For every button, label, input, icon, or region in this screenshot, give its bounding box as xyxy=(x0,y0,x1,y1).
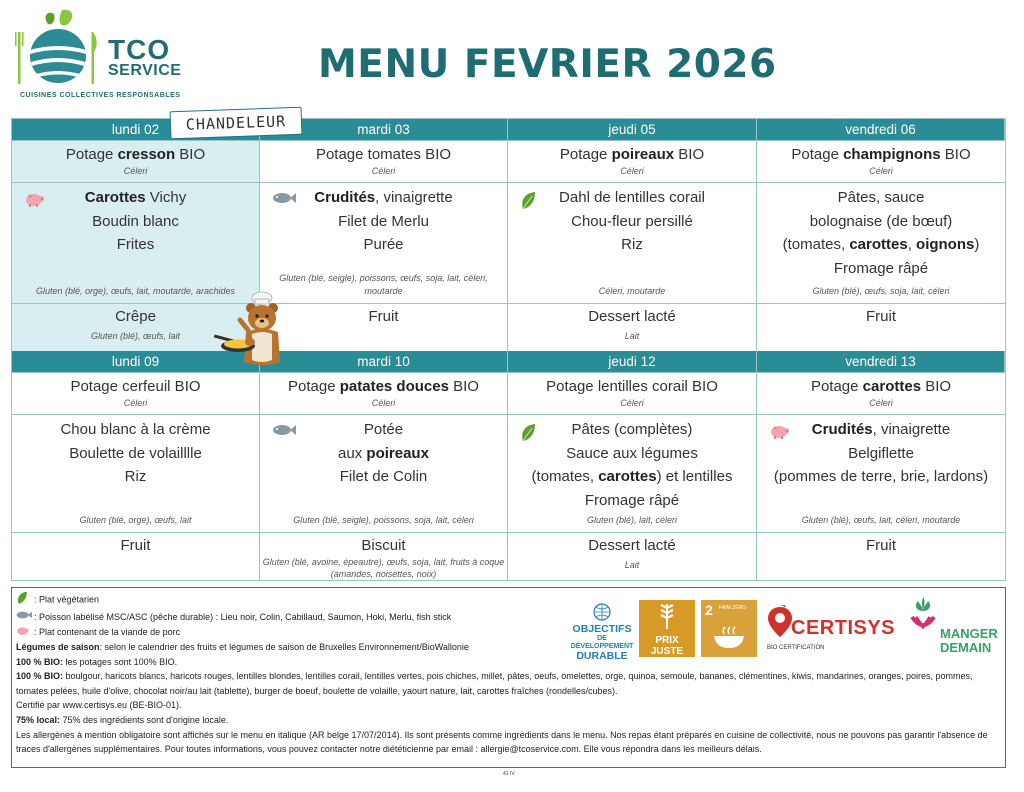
fish-icon xyxy=(272,191,296,205)
bowl-icon xyxy=(712,626,746,650)
soup-cell xyxy=(260,140,508,182)
chandeleur-tag: CHANDELEUR xyxy=(170,107,303,140)
legend-season: Légumes de saison: selon le calendrier des fruits et légumes de saison de Bruxelles Environnement/BioWallonie xyxy=(16,642,469,653)
day-header: jeudi 12 xyxy=(508,351,757,372)
dessert-name: Fruit xyxy=(866,537,896,554)
dessert-name: Dessert lacté xyxy=(588,537,676,554)
dish-cell xyxy=(508,182,757,303)
dessert-cell xyxy=(260,303,508,351)
pig-icon xyxy=(769,423,791,439)
dessert-name: Crêpe xyxy=(115,308,156,325)
dessert-cell xyxy=(12,532,260,580)
allergens: Céleri, moutarde xyxy=(598,286,666,296)
dish-line: Belgiflette xyxy=(848,444,914,462)
dessert-cell xyxy=(508,532,757,580)
dessert-cell xyxy=(757,303,1005,351)
allergens: Gluten (blé, orge), œufs, lait, moutarde, arachides xyxy=(35,286,236,296)
dish-line: Filet de Colin xyxy=(339,468,428,485)
legend-veg: : Plat végétarien xyxy=(16,591,1001,610)
dish-line: Dahl de lentilles corail xyxy=(559,189,705,206)
dish-line: Purée xyxy=(363,236,404,253)
soup-name: Potage lentilles corail BIO xyxy=(546,378,718,395)
sdg2-logo: 2 FAIM ZÉRO xyxy=(701,600,757,657)
soup-cell xyxy=(260,372,508,414)
allergens: Gluten (blé), œufs, lait, céleri, moutarde xyxy=(801,515,961,525)
legend-local: 75% local: 75% des ingrédients sont d'origine locale. xyxy=(16,715,229,726)
soup-name: Potage champignons BIO xyxy=(791,146,971,163)
allergens: Gluten (blé), œufs, soja, lait, céleri xyxy=(812,286,950,296)
dish-line: Riz xyxy=(621,236,643,253)
dessert-name: Fruit xyxy=(866,308,896,325)
leaf-cluster-icon xyxy=(908,597,938,633)
brand-name: TCO xyxy=(108,34,171,65)
dish-cell xyxy=(12,414,260,532)
leaf-icon xyxy=(520,423,536,443)
dish-line: Sauce aux légumes xyxy=(566,444,698,462)
soup-name: Potage carottes BIO xyxy=(810,378,952,395)
dessert-cell xyxy=(508,303,757,351)
dish-line: Fromage râpé xyxy=(584,491,680,509)
dish-line: Pâtes (complètes) xyxy=(571,421,693,438)
dish-line: Chou blanc à la crème xyxy=(60,421,211,438)
day-header: mardi 03 xyxy=(260,119,508,140)
wheat-icon xyxy=(656,602,678,630)
dish-line: Riz xyxy=(124,468,147,485)
dish-line: (tomates, carottes) et lentilles xyxy=(531,468,733,485)
allergens: Lait xyxy=(624,560,640,570)
day-header: lundi 02 xyxy=(12,119,260,140)
dessert-name: Dessert lacté xyxy=(588,308,676,325)
soup-name: Potage patates douces BIO xyxy=(288,378,479,395)
dish-line: bolognaise (de bœuf) xyxy=(809,212,953,230)
brand-tagline: CUISINES COLLECTIVES RESPONSABLES xyxy=(20,92,181,99)
soup-cell xyxy=(757,372,1005,414)
allergens: Gluten (blé, seigle), poissons, soja, lait, céleri xyxy=(293,515,474,525)
soup-name: Potage cresson BIO xyxy=(65,146,206,163)
footer-mark: 41 IV xyxy=(503,771,515,777)
legend-certified: Certifié par www.certisys.eu (BE-BIO-01). xyxy=(16,700,182,711)
allergens: Gluten (blé), lait, céleri xyxy=(586,515,678,525)
dessert-cell xyxy=(757,532,1005,580)
leaf-icon xyxy=(520,191,536,211)
day-header: jeudi 05 xyxy=(508,119,757,140)
dish-cell xyxy=(508,414,757,532)
dessert-name: Fruit xyxy=(368,308,399,325)
soup-cell xyxy=(508,140,757,182)
allergens: Céleri xyxy=(123,166,148,176)
allergens: Céleri xyxy=(371,166,396,176)
allergens: Gluten (blé, avoine, épeautre), œufs, soja, lait, fruits à coque (amandes, noisettes, noix) xyxy=(262,557,505,579)
pig-icon xyxy=(16,625,30,636)
allergens: Céleri xyxy=(123,398,148,408)
dish-line: (pommes de terre, brie, lardons) xyxy=(773,468,989,485)
day-header: vendredi 06 xyxy=(757,119,1005,140)
allergens: Lait xyxy=(624,331,640,341)
menu-grid xyxy=(11,118,1006,581)
allergens: Céleri xyxy=(620,398,644,408)
dish-cell xyxy=(757,182,1005,303)
day-header: mardi 10 xyxy=(260,351,508,372)
soup-cell xyxy=(12,372,260,414)
dessert-name: Fruit xyxy=(120,537,151,554)
bear-chef-illustration xyxy=(210,290,296,370)
un-globe-icon xyxy=(593,603,611,621)
legend-pork: : Plat contenant de la viande de porc xyxy=(16,625,1001,641)
soup-cell xyxy=(757,140,1005,182)
soup-name: Potage poireaux BIO xyxy=(559,146,705,163)
partner-logos xyxy=(570,597,1000,664)
dish-line: Boulette de volailllle xyxy=(69,444,202,462)
legend-bio-list: 100 % BIO: boulgour, haricots blancs, haricots rouges, lentilles blondes, lentilles corail, lentilles vertes, pois chiches, millet, pâtes, oeufs, omelettes, orge, quinoa, semoule, bananes, clémentines, kiwis, mandarines, oranges, poires, pommes, tomates pelées, huile d'olive, chocolat noir/au lait (tablette), burger de boeuf, boulette de volaille, yaourt nature, lait, carottes fraîches (rondelles/cubes). xyxy=(16,671,973,696)
dish-line: Potée xyxy=(363,421,404,438)
allergens: Gluten (blé), œufs, lait xyxy=(90,331,181,341)
dessert-cell xyxy=(260,532,508,580)
page-title: MENU FEVRIER 2026 xyxy=(318,42,777,87)
manger-demain-logo: MANGER DEMAIN xyxy=(902,597,998,657)
dish-line: Carottes Vichy xyxy=(84,189,187,206)
dish-line: Filet de Merlu xyxy=(338,212,429,230)
soup-name: Potage tomates BIO xyxy=(315,146,452,163)
day-header: lundi 09 xyxy=(12,351,260,372)
dish-line: Crudités, vinaigrette xyxy=(811,421,951,438)
soup-cell xyxy=(12,140,260,182)
dish-line: Pâtes, sauce xyxy=(837,189,925,206)
allergens: Céleri xyxy=(371,398,396,408)
soup-name: Potage cerfeuil BIO xyxy=(70,378,201,395)
allergens: Gluten (blé, orge), œufs, lait xyxy=(79,515,192,525)
prix-juste-logo: PRIX JUSTE PRODUCTEUR xyxy=(639,600,695,657)
fish-icon xyxy=(272,423,296,437)
allergens: Céleri xyxy=(620,166,644,176)
legend-bio-soups: 100 % BIO: les potages sont 100% BIO. xyxy=(16,656,178,667)
map-pin-icon xyxy=(767,605,793,639)
tco-logo-icon xyxy=(14,6,98,90)
allergens: Céleri xyxy=(869,166,893,176)
soup-cell xyxy=(508,372,757,414)
pig-icon xyxy=(24,191,46,207)
dessert-name: Biscuit xyxy=(361,537,406,554)
dish-cell xyxy=(260,182,508,303)
fish-icon xyxy=(16,610,32,620)
dish-line: Fromage râpé xyxy=(833,259,929,277)
dish-line: Chou-fleur persillé xyxy=(571,212,693,230)
allergens: Gluten (blé, seigle), poissons, œufs, soja, lait, céleri, moutarde xyxy=(279,273,488,296)
week-1 xyxy=(12,119,1005,351)
dish-line: Crudités, vinaigrette xyxy=(314,189,453,206)
dish-line: (tomates, carottes, oignons) xyxy=(782,236,980,253)
legend-fish: : Poisson labélisé MSC/ASC (pêche durable) : Lieu noir, Colin, Cabillaud, Saumon, Hoki, Merlu, fish stick xyxy=(16,610,1001,625)
dish-line: Frites xyxy=(116,236,155,253)
dish-cell xyxy=(260,414,508,532)
dish-cell xyxy=(757,414,1005,532)
brand-subname: SERVICE xyxy=(108,62,182,79)
dish-line: Boudin blanc xyxy=(92,212,179,230)
certisys-logo: CERTISYS BIO CERTIFICATION xyxy=(767,603,889,657)
dish-cell xyxy=(12,182,260,303)
dish-line: aux poireaux xyxy=(338,444,429,462)
day-header: vendredi 13 xyxy=(757,351,1005,372)
tco-logo xyxy=(14,6,194,102)
allergens: Céleri xyxy=(869,398,893,408)
legend-allergens-note: Les allergènes à mention obligatoire sont affichés sur le menu en italique (AR belge 17/07/2014). Ils sont présents comme ingrédients dans le menu. Nos repas étant préparés en cuisine de collectivité, nous ne pouvons pas garantir l'absence de traces d'allergènes supplémentaires. Pour toutes informations, vous pouvez contacter notre diététicienne par email : allergie@tcoservice.com. Elle vous répondra dans les meilleurs délais. xyxy=(16,729,988,755)
leaf-icon xyxy=(16,591,28,605)
week-2 xyxy=(12,351,1005,580)
sdg-logo: OBJECTIFS DE DÉVELOPPEMENT DURABLE xyxy=(570,603,634,662)
